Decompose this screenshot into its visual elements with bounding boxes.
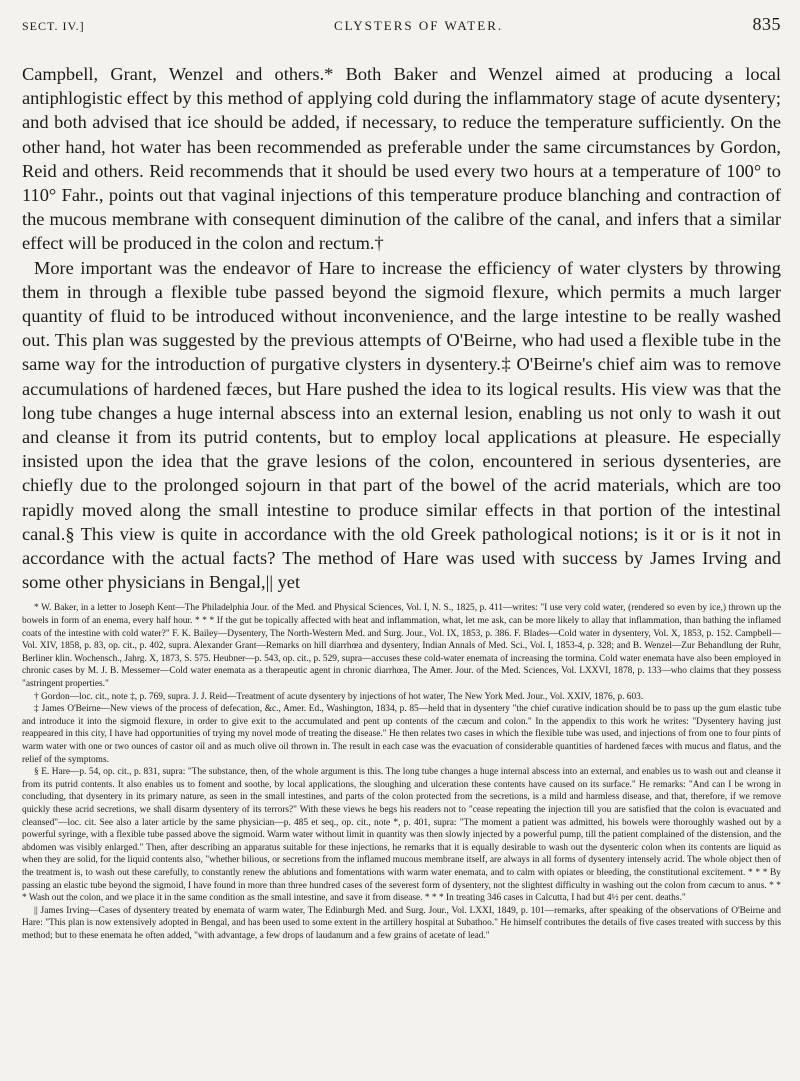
running-title: CLYSTERS OF WATER. [333,18,504,33]
footnotes [22,602,781,942]
footnote: * W. Baker, in a letter to Joseph Kent—The Philadelphia Jour. of the Med. and Physical Sciences, Vol. I, N. S., 1825, p. 411—writes: "I use very cold water, (rendered so even by ice,) thrown up the bowels in form of an enema, every half hour. * * * If the gut be topically affected with heat and inflammation, what, let me ask, can be more likely to allay that inflammation, than bathing the inflamed coats of the intestine with cold water?" F. K. Bailey—Dysentery, The North-Western Med. and Surg. Jour., Vol. IX, 1853, p. 386. F. Blades—Cold water in dysentery, Vol. X, 1853, p. 152. Campbell—Vol. XIV, 1858, p. 83, op. cit., p. 402, supra. Alexander Grant—Remarks on hill diarrhœa and dysentery, Indian Annals of Med. Sci., Vol. I, 1853-4, p. 328; and B. Wenzel—Zur Behandlung der Ruhr, Berliner klin. Wochensch., Jahrg. X, 1873, S. 575. Heubner—p. 543, op. cit., p. 529, supra—accuses these cold-water enemata of increasing the tormina. Cold water enemata have also been employed in chronic cases by M. J. B. Messemer—Cold water enemata as a therapeutic agent in chronic diarrhœa, The Amer. Jour. of the Med. Sciences, Vol. LXXVI, 1878, p. 133—who claims that they possess "astringent properties." [22,603,781,690]
main-text [22,62,781,594]
footnote: † Gordon—loc. cit., note ‡, p. 769, supra. J. J. Reid—Treatment of acute dysentery by injections of hot water, The New York Med. Jour., Vol. XXIV, 1876, p. 603. [34,691,644,702]
running-head [22,14,781,38]
book-page [22,14,781,943]
footnote: § E. Hare—p. 54, op. cit., p. 831, supra: "The substance, then, of the whole argument is this. The long tube changes a huge internal abscess into an external, and enables us to wash out and cleanse it from its putrid contents. It also enables us to foment and soothe, by local applications, the sloughing and ulceration these contents have caused on its surface." He remarks: "And can I be wrong in concluding, that dysentery in its primary nature, as seen in the small intestines, and parts of the colon protected from the secretions, is a mild and harmless disease, and that, therefore, if we remove quickly these acrid secretions, we shall disarm dysentery of its terrors?" With these views he begs his readers not to "cease repeating the injection till you are satisfied that the colon is evacuated and cleansed"—loc. cit. See also a later article by the same physician—p. 485 et seq., op. cit., note *, p. 401, supra: "The moment a patient was admitted, his bowels were thoroughly washed out by a powerful syringe, with a flexible tube passed above the sigmoid. Warm water without limit in quantity was then slowly injected by a powerful pump, till the patient complained of the distension, and the abdomen was visibly enlarged." Then, after describing an apparatus suitable for these injections, he remarks that it is equally desirable to wash out the dysenteric colon when its contents are liquid as when they are solid, for the liquid contents also, "whether bilious, or secretions from the inflamed mucous membrane itself, are always in all forms of dysentery intensely acrid. The whole object then of the treatment is, to wash out these carefully, to constantly renew the ablutions and fomentations with warm water enemata, and to calm with opiates or bleeding, the constitutional excitement. * * * By passing an elastic tube beyond the sigmoid, I have found in more than three hundred cases of the severest form of dysentery, not the slightest difficulty in washing out the colon from cæcum to anus. * * * Wash out the colon, and we place it in the same condition as the small intestine, and save it from disease. * * * In treating 346 cases in Calcutta, I had but 4½ per cent. deaths." [22,767,781,904]
section-label: SECT. IV.] [22,19,85,33]
page-number: 835 [752,14,781,34]
paragraph: More important was the endeavor of Hare to increase the efficiency of water clysters by throwing them in through a flexible tube passed beyond the sigmoid flexure, which permits a much larger quantity of fluid to be introduced without inconvenience, and the large intestine to be really washed out. This plan was suggested by the previous attempts of O'Beirne, who had used a flexible tube in the same way for the introduction of purgative clysters in dysentery.‡ O'Beirne's chief aim was to remove accumulations of hardened fæces, but Hare pushed the idea to its logical results. His view was that the long tube changes a huge internal abscess into an external lesion, enabling us not only to wash it out and cleanse it from its putrid contents, but to employ local applications at pleasure. He especially insisted upon the idea that the grave lesions of the colon, encountered in serious dysenteries, are chiefly due to the prolonged sojourn in that part of the bowel of the acrid materials, which are too rapidly moved along the small intestine to produce similar effects in that portion of the intestinal canal.§ This view is quite in accordance with the old Greek pathological notions; is it or is it not in accordance with the actual facts? The method of Hare was used with success by James Irving and some other physicians in Bengal,|| yet [22,257,781,593]
paragraph: Campbell, Grant, Wenzel and others.* Both Baker and Wenzel aimed at producing a local antiphlogistic effect by this method of applying cold during the inflammatory stage of acute dysentery; and both advised that ice should be added, if necessary, to reduce the temperature sufficiently. On the other hand, hot water has been recommended as preferable under the same circumstances by Gordon, Reid and others. Reid recommends that it should be used every two hours at a temperature of 100° to 110° Fahr., points out that vaginal injections of this temperature produce blanching and contraction of the mucous membrane with consequent diminution of the calibre of the canal, and infers that a similar effect will be produced in the colon and rectum.† [22,64,781,254]
footnote: || James Irving—Cases of dysentery treated by enemata of warm water, The Edinburgh Med. and Surg. Jour., Vol. LXXI, 1849, p. 101—remarks, after speaking of the observations of O'Beirne and Hare: "This plan is now extensively adopted in Bengal, and has been used to some extent in the artillery hospital at Subathoo." He himself contributes the details of five cases treated with success by this method; but to these enemata he often added, "with advantage, a few drops of laudanum and a few grains of acetate of lead." [22,905,781,941]
footnote: ‡ James O'Beirne—New views of the process of defecation, &c., Amer. Ed., Washington, 1834, p. 85—held that in dysentery "the chief curative indication should be to pass up the gum elastic tube and introduce it into the sigmoid flexure, in order to give exit to the accumulated and pent up contents of the cæcum and colon." In the appendix to this work he writes: "Dysentery having just reappeared in this city, I have had opportunities of trying my novel mode of treating the disease." He then relates two cases in which the flexible tube was used, and injections of from one to four pints of warm water with one or two ounces of castor oil and as much olive oil thrown in. The result in each case was the evacuation of considerable quantities of hardened fæces with mucus and flatus, and the relief of the symptoms. [22,704,781,765]
